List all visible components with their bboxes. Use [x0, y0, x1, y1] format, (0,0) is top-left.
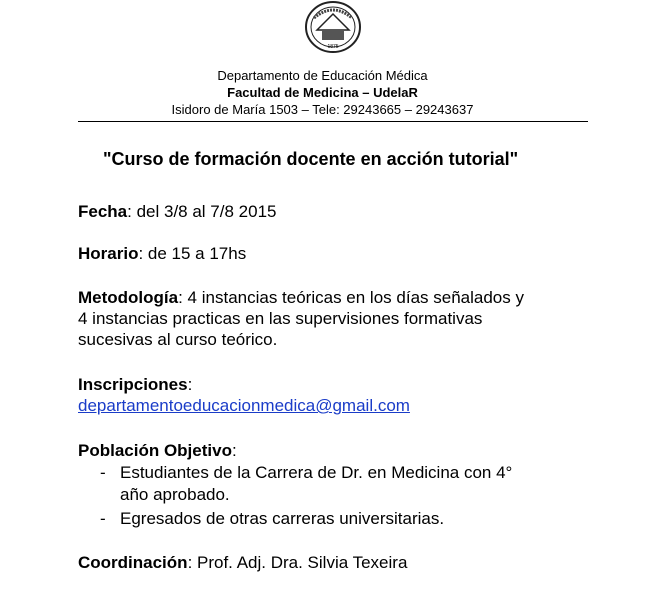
- metodologia-field: [78, 287, 524, 350]
- fecha-label: Fecha: [78, 202, 128, 221]
- metodologia-label: Metodología: [78, 288, 179, 307]
- address-phone: Isidoro de María 1503 – Tele: 29243665 – 29243637: [171, 102, 474, 117]
- horario-label: Horario: [78, 244, 139, 263]
- list-item-continuation: año aprobado.: [120, 485, 230, 504]
- bullet-dash: -: [100, 509, 106, 528]
- inscripciones-field: [78, 374, 410, 416]
- coordinacion-value: : Prof. Adj. Dra. Silvia Texeira: [187, 553, 408, 572]
- svg-text:1875: 1875: [327, 44, 339, 50]
- coordinacion-field: [78, 552, 407, 573]
- email-link[interactable]: departamentoeducacionmedica@gmail.com: [78, 396, 410, 415]
- inscripciones-label: Inscripciones: [78, 375, 188, 394]
- list-item-text: Egresados de otras carreras universitarias.: [120, 509, 445, 528]
- horario-field: [78, 243, 246, 264]
- list-item: [100, 462, 512, 483]
- list-item: [100, 508, 444, 529]
- faculty-name: Facultad de Medicina – UdelaR: [227, 85, 418, 100]
- list-item-text: Estudiantes de la Carrera de Dr. en Medicina con 4°: [120, 463, 513, 482]
- department-name: Departamento de Educación Médica: [217, 68, 428, 83]
- coordinacion-label: Coordinación: [78, 553, 188, 572]
- metodologia-line3: sucesivas al curso teórico.: [78, 330, 278, 349]
- poblacion-label: Población Objetivo: [78, 441, 232, 460]
- horario-value: : de 15 a 17hs: [138, 244, 247, 263]
- poblacion-colon: :: [231, 441, 237, 460]
- metodologia-line2: 4 instancias practicas en las supervisiones formativas: [78, 309, 483, 328]
- course-title: "Curso de formación docente en acción tutorial": [103, 149, 519, 169]
- inscripciones-colon: :: [187, 375, 193, 394]
- bullet-dash: -: [100, 463, 106, 482]
- metodologia-line1: : 4 instancias teóricas en los días señalados y: [178, 288, 524, 307]
- header-divider: [78, 121, 588, 122]
- poblacion-field: [78, 440, 237, 461]
- university-seal-icon: [303, 0, 363, 54]
- fecha-field: [78, 201, 276, 222]
- fecha-value: : del 3/8 al 7/8 2015: [127, 202, 277, 221]
